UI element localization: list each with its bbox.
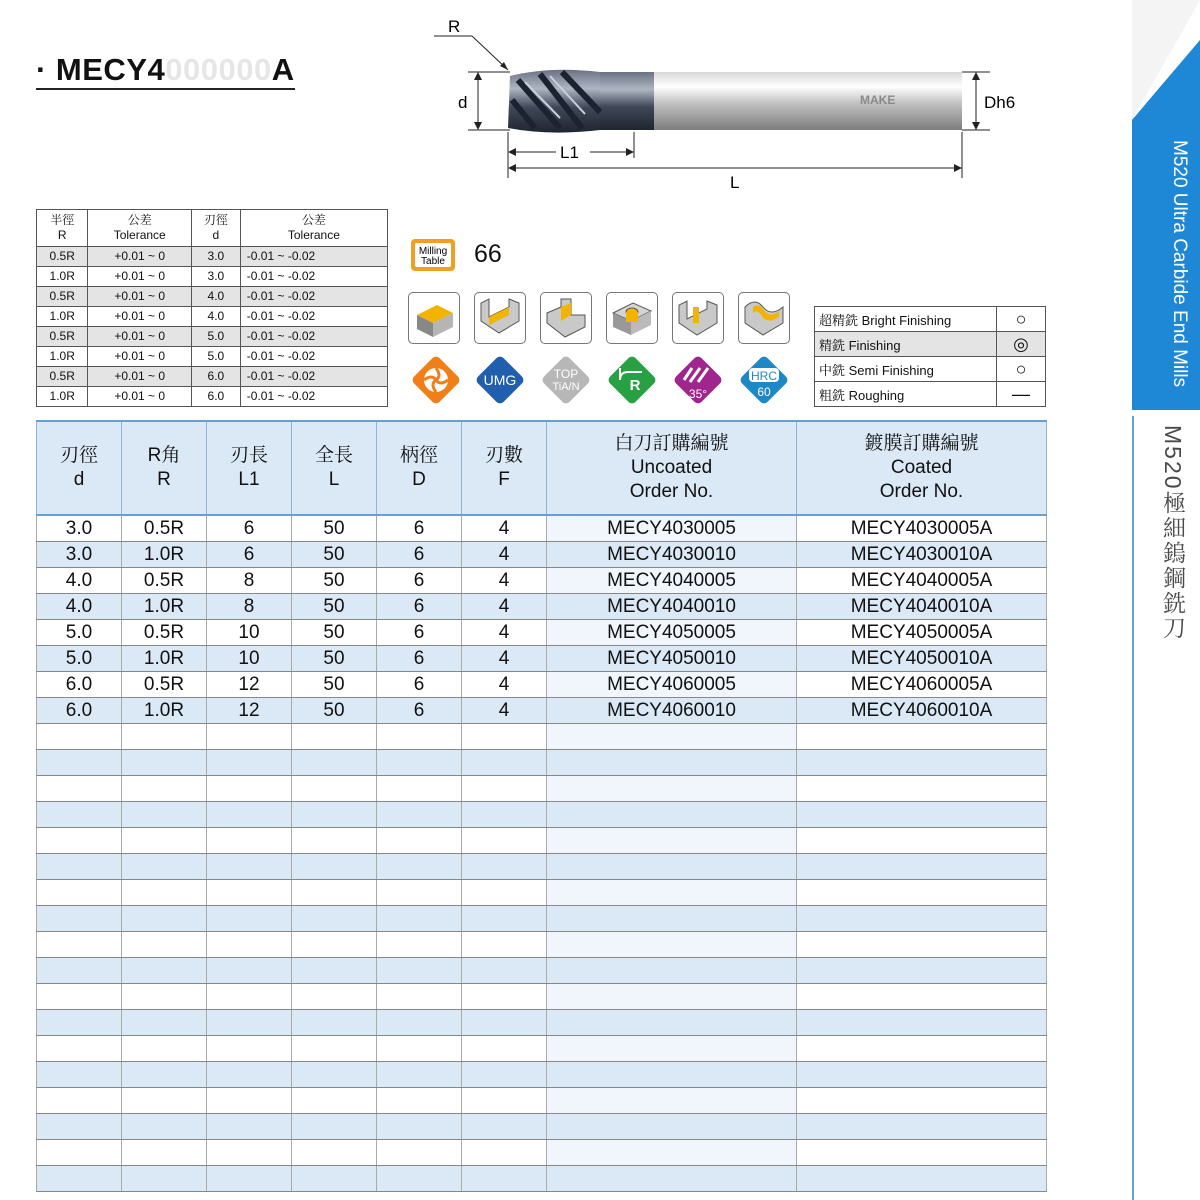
legend-row: 粗銑 Roughing —	[815, 382, 1046, 407]
header-overall-length: 全長 L	[292, 421, 377, 515]
tol-row: 1.0R +0.01 ~ 0 6.0 -0.01 ~ -0.02	[37, 387, 388, 407]
tol-row: 0.5R +0.01 ~ 0 3.0 -0.01 ~ -0.02	[37, 247, 388, 267]
tol-row: 1.0R +0.01 ~ 0 5.0 -0.01 ~ -0.02	[37, 347, 388, 367]
empty-table-row	[37, 984, 1047, 1010]
header-diameter: 刃徑 d	[37, 421, 122, 515]
label-l: L	[730, 173, 740, 192]
table-row: 4.0 1.0R 8 50 6 4 MECY4040010 MECY4040010A	[37, 594, 1047, 620]
spec-table	[36, 420, 1047, 1192]
profile-icon	[738, 292, 790, 344]
empty-table-row	[37, 1062, 1047, 1088]
coating-line1: TOP	[553, 367, 579, 381]
title-ghost-digits: 000000	[165, 52, 272, 87]
neck-shape	[596, 72, 654, 130]
coating-badge	[536, 350, 596, 410]
label-r: R	[448, 17, 461, 36]
header-radius: R角 R	[122, 421, 207, 515]
title-suffix: A	[271, 52, 295, 87]
four-flute-icon	[406, 350, 466, 410]
empty-table-row	[37, 776, 1047, 802]
umg-label: UMG	[483, 372, 517, 388]
milling-table-number: 66	[474, 240, 502, 268]
table-row: 4.0 0.5R 8 50 6 4 MECY4040005 MECY4040005A	[37, 568, 1047, 594]
empty-table-row	[37, 880, 1047, 906]
side-tab-english: M520 Ultra Carbide End Mills	[1169, 140, 1190, 388]
drilling-icon	[606, 292, 658, 344]
milling-table-line2: Table	[421, 256, 445, 267]
empty-table-row	[37, 1010, 1047, 1036]
pocket-icon	[672, 292, 724, 344]
label-d: d	[458, 93, 468, 112]
corner-radius-badge	[602, 350, 662, 410]
header-coated-order: 鍍膜訂購編號 Coated Order No.	[797, 421, 1047, 515]
table-row: 5.0 1.0R 10 50 6 4 MECY4050010 MECY4050010A	[37, 646, 1047, 672]
coating-line2: TiA/N	[552, 381, 580, 393]
empty-table-row	[37, 724, 1047, 750]
legend-row: 精銑 Finishing ◎	[815, 332, 1046, 357]
tol-row: 0.5R +0.01 ~ 0 4.0 -0.01 ~ -0.02	[37, 287, 388, 307]
empty-table-row	[37, 1140, 1047, 1166]
page-title	[36, 52, 295, 90]
empty-table-row	[37, 828, 1047, 854]
legend-row: 中銑 Semi Finishing ○	[815, 357, 1046, 382]
corner-radius-label: R	[629, 377, 641, 394]
tol-header-r: 半徑 R	[37, 210, 88, 247]
suitability-symbol: —	[997, 382, 1046, 407]
empty-table-row	[37, 1088, 1047, 1114]
tol-header-tolerance-r: 公差 Tolerance	[88, 210, 192, 247]
label-l1: L1	[560, 143, 579, 162]
empty-table-row	[37, 1036, 1047, 1062]
table-row: 3.0 1.0R 6 50 6 4 MECY4030010 MECY4030010A	[37, 542, 1047, 568]
hardness-line2: 60	[757, 385, 771, 399]
end-mill-drawing	[400, 0, 1060, 200]
title-prefix: · MECY4	[36, 52, 166, 87]
empty-table-row	[37, 932, 1047, 958]
face-milling-icon	[408, 292, 460, 344]
umg-badge	[470, 350, 530, 410]
table-row: 6.0 1.0R 12 50 6 4 MECY4060010 MECY4060010A	[37, 698, 1047, 724]
suitability-symbol: ◎	[997, 332, 1046, 357]
tol-row: 1.0R +0.01 ~ 0 4.0 -0.01 ~ -0.02	[37, 307, 388, 327]
empty-table-row	[37, 1114, 1047, 1140]
slotting-icon	[474, 292, 526, 344]
milling-table-line1: Milling	[418, 246, 448, 257]
side-tab-chinese: M520極細鎢鋼銑刀	[1160, 425, 1186, 641]
label-dh6: Dh6	[984, 93, 1016, 112]
suitability-symbol: ○	[997, 357, 1046, 382]
empty-table-row	[37, 854, 1047, 880]
tol-header-tolerance-d: 公差 Tolerance	[240, 210, 387, 247]
table-row: 3.0 0.5R 6 50 6 4 MECY4030005 MECY4030005A	[37, 515, 1047, 542]
header-uncoated-order: 白刀訂購編號 Uncoated Order No.	[547, 421, 797, 515]
helix-angle-badge	[668, 350, 728, 410]
tolerance-table	[36, 209, 388, 407]
suitability-symbol: ○	[997, 307, 1046, 332]
tol-row: 0.5R +0.01 ~ 0 6.0 -0.01 ~ -0.02	[37, 367, 388, 387]
empty-table-row	[37, 802, 1047, 828]
milling-table-icon	[410, 238, 456, 272]
helix-label: 35°	[688, 387, 708, 401]
header-flutes: 刃數 F	[462, 421, 547, 515]
legend-row: 超精銑 Bright Finishing ○	[815, 307, 1046, 332]
tol-row: 0.5R +0.01 ~ 0 5.0 -0.01 ~ -0.02	[37, 327, 388, 347]
empty-table-row	[37, 906, 1047, 932]
table-row: 6.0 0.5R 12 50 6 4 MECY4060005 MECY4060005A	[37, 672, 1047, 698]
tol-header-d: 刃徑 d	[191, 210, 240, 247]
empty-table-row	[37, 958, 1047, 984]
shoulder-milling-icon	[540, 292, 592, 344]
empty-rows	[37, 724, 1047, 1192]
header-flute-length: 刃長 L1	[207, 421, 292, 515]
empty-table-row	[37, 1166, 1047, 1192]
hardness-badge	[734, 350, 794, 410]
empty-table-row	[37, 750, 1047, 776]
finishing-legend	[814, 306, 1046, 407]
shank-shape	[650, 72, 962, 130]
tol-row: 1.0R +0.01 ~ 0 3.0 -0.01 ~ -0.02	[37, 267, 388, 287]
header-shank-diameter: 柄徑 D	[377, 421, 462, 515]
brand-logo: MAKE	[860, 93, 896, 107]
table-row: 5.0 0.5R 10 50 6 4 MECY4050005 MECY4050005A	[37, 620, 1047, 646]
hardness-line1: HRC	[751, 369, 777, 383]
